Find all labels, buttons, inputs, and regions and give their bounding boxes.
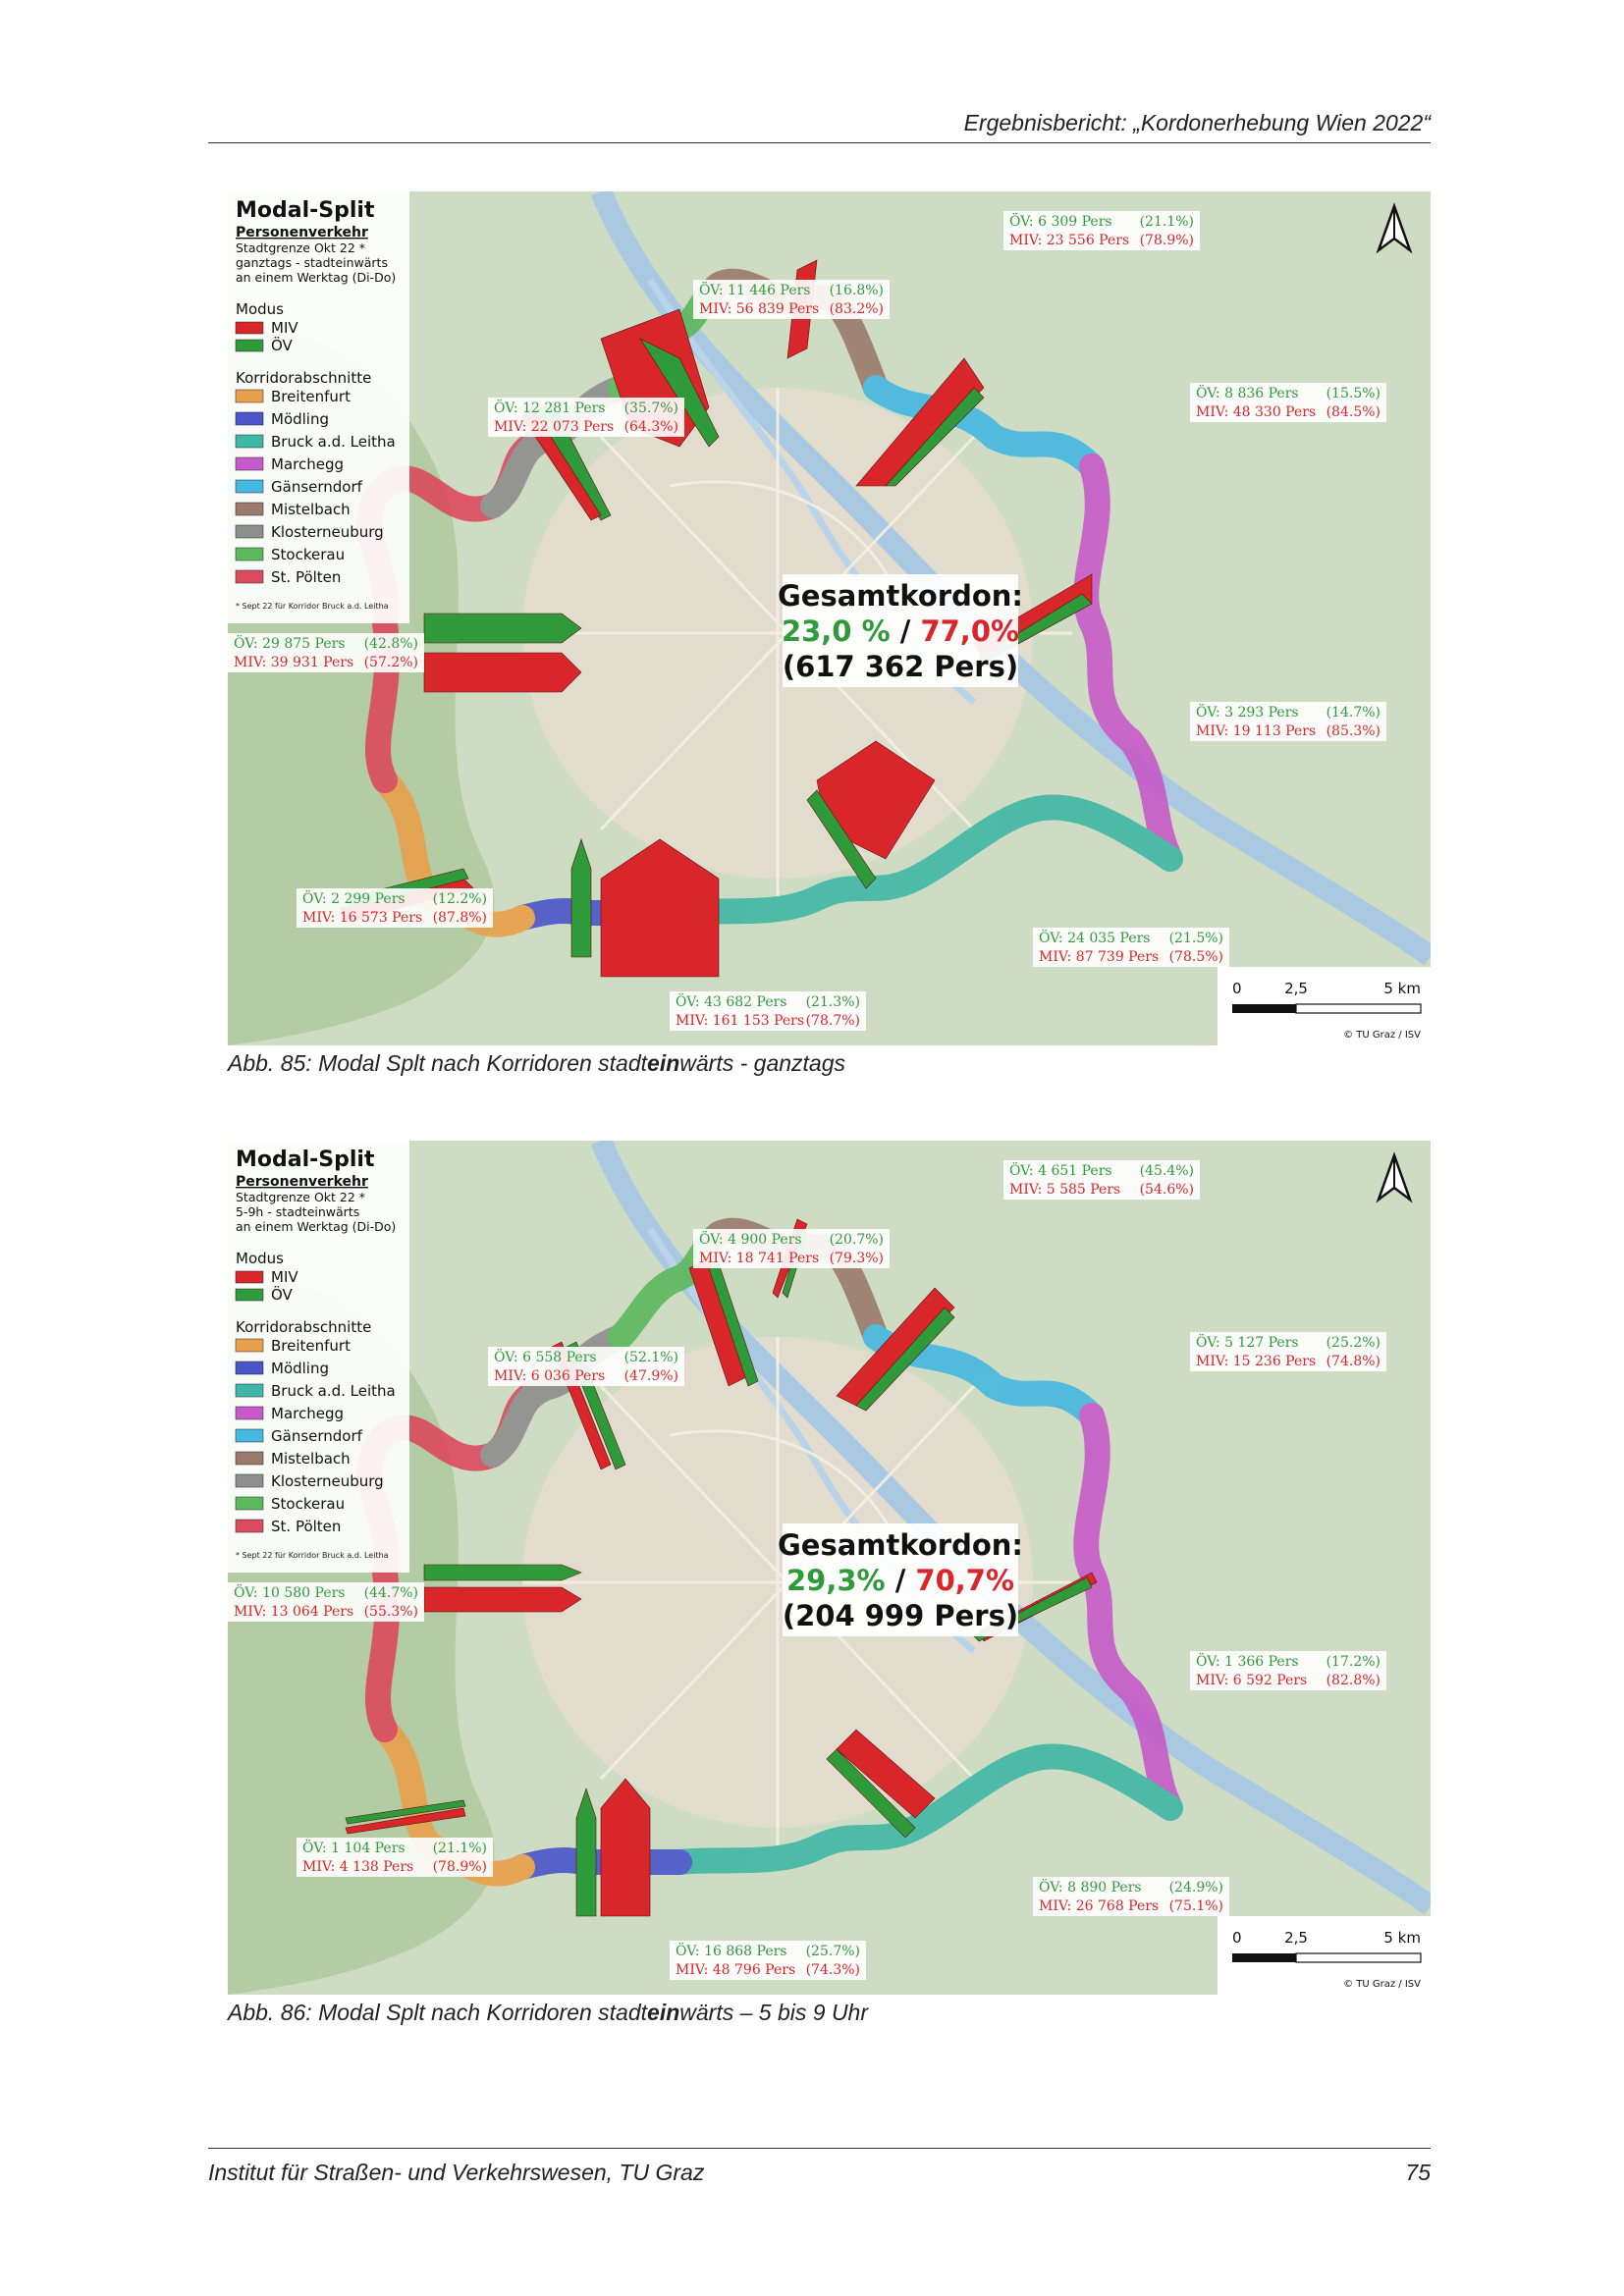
oev-value: ÖV: 6 309 Pers	[1009, 214, 1112, 230]
legend-corridor-label: Bruck a.d. Leitha	[271, 1382, 396, 1400]
corridor-label	[488, 1347, 684, 1386]
scale-label: 0	[1232, 1929, 1242, 1947]
scale-label: 5 km	[1383, 980, 1421, 997]
legend-modus-label: MIV	[271, 319, 298, 337]
miv-value: (54.6%)	[1139, 1182, 1194, 1198]
legend-swatch	[236, 435, 263, 448]
oev-value: ÖV: 10 580 Pers	[234, 1585, 346, 1601]
corridor-label	[228, 1582, 424, 1622]
oev-value: ÖV: 5 127 Pers	[1196, 1335, 1299, 1351]
corridor-label	[297, 1838, 493, 1877]
miv-value: (79.3%)	[829, 1251, 884, 1266]
legend-corridor-label: Klosterneuburg	[271, 523, 384, 541]
miv-value: (85.3%)	[1326, 723, 1380, 739]
corridor-label	[297, 888, 493, 928]
legend	[228, 191, 409, 623]
total-oev-share: 29,3%	[785, 1564, 886, 1597]
legend-swatch	[236, 480, 263, 493]
miv-value: MIV: 13 064 Pers	[234, 1604, 354, 1620]
legend-corridor-label: Mistelbach	[271, 1450, 351, 1468]
oev-value: ÖV: 3 293 Pers	[1196, 705, 1299, 721]
caption-text: Abb. 86: Modal Splt nach Korridoren stadt	[228, 2000, 648, 2025]
miv-value: MIV: 161 153 Pers	[676, 1013, 805, 1029]
corridor-label	[693, 280, 890, 319]
modal-split-map	[228, 191, 1431, 1045]
total-percentages	[782, 614, 1019, 648]
miv-value: (57.2%)	[363, 655, 418, 670]
corridor-label	[1033, 1877, 1229, 1916]
legend-note: * Sept 22 für Korridor Bruck a.d. Leitha	[236, 602, 389, 611]
legend-title: Modal-Split	[236, 1148, 375, 1172]
miv-value: (64.3%)	[623, 419, 678, 435]
miv-value: MIV: 4 138 Pers	[302, 1859, 414, 1875]
legend-corridor-label: Stockerau	[271, 1495, 346, 1513]
miv-value: MIV: 87 739 Pers	[1039, 949, 1160, 965]
legend-subtitle: Personenverkehr	[236, 1174, 368, 1190]
scale-label: 2,5	[1284, 1929, 1308, 1947]
corridor-label	[1190, 702, 1386, 741]
legend-corridor-title: Korridorabschnitte	[236, 1318, 372, 1336]
scale-bar	[1218, 967, 1431, 1045]
oev-value: (44.7%)	[363, 1585, 418, 1601]
caption-text: wärts – 5 bis 9 Uhr	[679, 2000, 869, 2025]
legend-swatch	[236, 340, 263, 351]
miv-value: (84.5%)	[1326, 404, 1380, 420]
total-title: Gesamtkordon:	[777, 579, 1024, 613]
legend-info-line: an einem Werktag (Di-Do)	[236, 270, 397, 285]
miv-value: (75.1%)	[1168, 1898, 1223, 1914]
oev-value: (21.1%)	[1139, 214, 1194, 230]
modal-split-map	[228, 1141, 1431, 1995]
scale-label: 2,5	[1284, 980, 1308, 997]
corridor-label	[1190, 1651, 1386, 1690]
legend-modus-label: MIV	[271, 1268, 298, 1286]
legend-corridor-label: Breitenfurt	[271, 1337, 351, 1355]
legend-swatch	[236, 570, 263, 583]
oev-value: (15.5%)	[1326, 386, 1380, 401]
oev-value: (24.9%)	[1168, 1880, 1223, 1896]
header-rule	[208, 142, 1431, 143]
miv-value: MIV: 15 236 Pers	[1196, 1354, 1317, 1369]
miv-value: MIV: 39 931 Pers	[234, 655, 354, 670]
legend-swatch	[236, 1271, 263, 1283]
miv-value: MIV: 48 330 Pers	[1196, 404, 1317, 420]
legend-swatch	[236, 1407, 263, 1419]
legend-swatch	[236, 1339, 263, 1352]
legend-swatch	[236, 1429, 263, 1442]
miv-arrow	[424, 653, 581, 692]
legend-info-line: 5-9h - stadteinwärts	[236, 1204, 360, 1219]
legend-swatch	[236, 322, 263, 334]
legend-corridor-label: Mödling	[271, 1360, 330, 1377]
oev-value: ÖV: 16 868 Pers	[676, 1944, 787, 1959]
legend-swatch	[236, 1474, 263, 1487]
legend-swatch	[236, 1289, 263, 1301]
total-box	[778, 1523, 1023, 1636]
total-oev-share: 23,0 %	[781, 614, 891, 648]
miv-value: (83.2%)	[829, 301, 884, 317]
total-box	[778, 574, 1023, 687]
legend-swatch	[236, 457, 263, 470]
scale-label: 0	[1232, 980, 1242, 997]
miv-value: MIV: 18 741 Pers	[699, 1251, 820, 1266]
oev-value: ÖV: 29 875 Pers	[234, 636, 346, 652]
copyright: © TU Graz / ISV	[1343, 1030, 1421, 1041]
legend-corridor-label: Mistelbach	[271, 501, 351, 518]
miv-value: MIV: 22 073 Pers	[494, 419, 615, 435]
figure-85-caption	[228, 1050, 845, 1077]
total-miv-share: 70,7%	[915, 1564, 1015, 1597]
legend-corridor-title: Korridorabschnitte	[236, 369, 372, 387]
legend-corridor-label: Marchegg	[271, 1405, 344, 1422]
oev-value: (42.8%)	[363, 636, 418, 652]
oev-value: (17.2%)	[1326, 1654, 1380, 1670]
legend-corridor-label: Bruck a.d. Leitha	[271, 433, 396, 451]
legend-corridor-label: Klosterneuburg	[271, 1472, 384, 1490]
corridor-label	[670, 991, 866, 1031]
figure-86	[228, 1141, 1431, 1995]
miv-value: (82.8%)	[1326, 1673, 1380, 1688]
legend-swatch	[236, 390, 263, 402]
miv-value: MIV: 56 839 Pers	[699, 301, 820, 317]
footer-rule	[208, 2148, 1431, 2149]
legend-info-line: Stadtgrenze Okt 22 *	[236, 1190, 366, 1204]
legend-swatch	[236, 503, 263, 515]
legend-note: * Sept 22 für Korridor Bruck a.d. Leitha	[236, 1551, 389, 1560]
oev-value: ÖV: 6 558 Pers	[494, 1350, 597, 1365]
oev-value: (25.7%)	[805, 1944, 860, 1959]
oev-value: (20.7%)	[829, 1232, 884, 1248]
caption-bold: ein	[647, 2000, 680, 2025]
oev-value: ÖV: 1 366 Pers	[1196, 1654, 1299, 1670]
miv-value: (78.9%)	[432, 1859, 487, 1875]
corridor-label	[693, 1229, 890, 1268]
oev-value: (12.2%)	[432, 891, 487, 907]
miv-arrow	[601, 1779, 650, 1916]
legend-info-line: ganztags - stadteinwärts	[236, 255, 388, 270]
copyright: © TU Graz / ISV	[1343, 1979, 1421, 1990]
oev-value: (52.1%)	[623, 1350, 678, 1365]
legend-corridor-label: Breitenfurt	[271, 388, 351, 405]
oev-value: ÖV: 11 446 Pers	[699, 283, 811, 298]
oev-value: (14.7%)	[1326, 705, 1380, 721]
miv-value: (78.5%)	[1168, 949, 1223, 965]
legend-corridor-label: St. Pölten	[271, 1518, 342, 1535]
corridor-label	[1003, 1160, 1200, 1200]
oev-value: (25.2%)	[1326, 1335, 1380, 1351]
oev-arrow	[424, 1565, 581, 1580]
oev-value: ÖV: 24 035 Pers	[1039, 931, 1151, 946]
oev-value: ÖV: 12 281 Pers	[494, 400, 606, 416]
legend-swatch	[236, 548, 263, 561]
corridor-label	[1190, 383, 1386, 422]
miv-value: MIV: 48 796 Pers	[676, 1962, 796, 1978]
oev-value: (45.4%)	[1139, 1163, 1194, 1179]
corridor-label	[670, 1941, 866, 1980]
miv-value: (47.9%)	[623, 1368, 678, 1384]
legend-corridor-label: Mödling	[271, 410, 330, 428]
total-percentages	[786, 1564, 1014, 1597]
caption-text: Abb. 85: Modal Splt nach Korridoren stadt	[228, 1050, 648, 1076]
total-separator: /	[890, 614, 921, 648]
miv-value: MIV: 26 768 Pers	[1039, 1898, 1160, 1914]
oev-value: (35.7%)	[623, 400, 678, 416]
oev-arrow	[424, 614, 581, 643]
figure-86-caption	[228, 2000, 868, 2026]
legend-swatch	[236, 412, 263, 425]
total-persons: (204 999 Pers)	[782, 1599, 1019, 1632]
legend-modus-label: ÖV	[271, 337, 293, 354]
total-title: Gesamtkordon:	[777, 1528, 1024, 1562]
miv-value: MIV: 16 573 Pers	[302, 910, 423, 926]
miv-value: MIV: 6 592 Pers	[1196, 1673, 1308, 1688]
legend-swatch	[236, 1362, 263, 1374]
footer-institute: Institut für Straßen- und Verkehrswesen, TU Graz	[208, 2160, 705, 2185]
legend-corridor-label: St. Pölten	[271, 568, 342, 586]
oev-value: ÖV: 8 836 Pers	[1196, 386, 1299, 401]
legend-info-line: an einem Werktag (Di-Do)	[236, 1219, 397, 1234]
oev-value: (21.3%)	[805, 994, 860, 1010]
oev-value: ÖV: 4 651 Pers	[1009, 1163, 1112, 1179]
legend-subtitle: Personenverkehr	[236, 225, 368, 240]
oev-value: (21.1%)	[432, 1841, 487, 1856]
corridor-label	[1190, 1332, 1386, 1371]
legend-info-line: Stadtgrenze Okt 22 *	[236, 240, 366, 255]
legend-modus-title: Modus	[236, 300, 284, 318]
miv-value: (87.8%)	[432, 910, 487, 926]
total-separator: /	[885, 1564, 916, 1597]
legend-modus-label: ÖV	[271, 1286, 293, 1304]
corridor-label	[228, 633, 424, 672]
oev-value: ÖV: 2 299 Pers	[302, 891, 406, 907]
oev-value: ÖV: 1 104 Pers	[302, 1841, 406, 1856]
miv-value: MIV: 23 556 Pers	[1009, 233, 1130, 248]
legend-swatch	[236, 1520, 263, 1532]
legend-corridor-label: Marchegg	[271, 455, 344, 473]
legend-corridor-label: Stockerau	[271, 546, 346, 563]
scale-bar	[1218, 1916, 1431, 1995]
caption-bold: ein	[647, 1050, 680, 1076]
legend-title: Modal-Split	[236, 198, 375, 223]
legend-swatch	[236, 525, 263, 538]
legend-swatch	[236, 1452, 263, 1465]
legend-swatch	[236, 1384, 263, 1397]
oev-value: (16.8%)	[829, 283, 884, 298]
running-header: Ergebnisbericht: „Kordonerhebung Wien 2022“	[963, 110, 1431, 135]
miv-value: (55.3%)	[363, 1604, 418, 1620]
scale-label: 5 km	[1383, 1929, 1421, 1947]
corridor-label	[1003, 211, 1200, 250]
corridor-label	[488, 398, 684, 437]
total-miv-share: 77,0%	[920, 614, 1020, 648]
oev-value: ÖV: 43 682 Pers	[676, 994, 787, 1010]
legend-corridor-label: Gänserndorf	[271, 1427, 362, 1445]
oev-value: (21.5%)	[1168, 931, 1223, 946]
miv-arrow	[424, 1587, 581, 1612]
figure-85	[228, 191, 1431, 1045]
page-number: 75	[1405, 2160, 1431, 2185]
caption-text: wärts - ganztags	[679, 1050, 846, 1076]
miv-value: MIV: 5 585 Pers	[1009, 1182, 1121, 1198]
miv-value: (74.3%)	[805, 1962, 860, 1978]
miv-value: (78.9%)	[1139, 233, 1194, 248]
miv-value: MIV: 6 036 Pers	[494, 1368, 606, 1384]
legend	[228, 1141, 409, 1573]
legend-corridor-label: Gänserndorf	[271, 478, 362, 496]
corridor-label	[1033, 928, 1229, 967]
legend-modus-title: Modus	[236, 1250, 284, 1267]
legend-swatch	[236, 1497, 263, 1510]
oev-value: ÖV: 4 900 Pers	[699, 1232, 802, 1248]
miv-value: MIV: 19 113 Pers	[1196, 723, 1317, 739]
miv-value: (78.7%)	[805, 1013, 860, 1029]
total-persons: (617 362 Pers)	[782, 650, 1019, 683]
oev-value: ÖV: 8 890 Pers	[1039, 1880, 1142, 1896]
miv-value: (74.8%)	[1326, 1354, 1380, 1369]
